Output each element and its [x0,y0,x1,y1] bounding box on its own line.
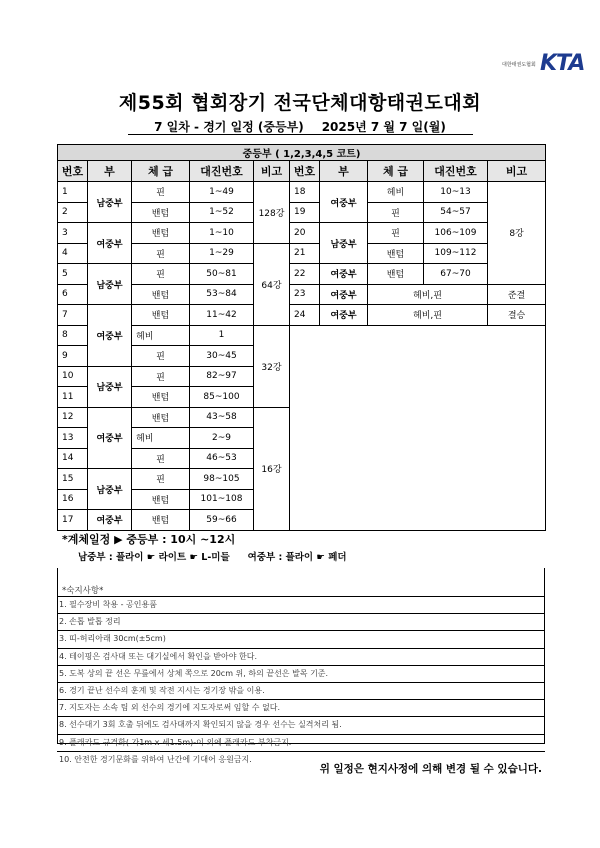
row-no: 12 [58,407,88,428]
row-weight: 헤비 [368,182,424,203]
header-no-left: 번호 [58,161,88,182]
row-no: 21 [290,243,320,264]
header-weight-left: 체 급 [132,161,190,182]
section-title: 중등부 ( 1,2,3,4,5 코트) [58,145,546,161]
row-bracket: 85~100 [190,387,254,408]
row-division: 여중부 [320,264,368,285]
row-division: 여중부 [320,305,368,326]
page-subtitle [0,118,600,135]
row-division: 남중부 [88,469,132,510]
row-bracket: 11~42 [190,305,254,326]
notice-item: 9. 플래카드 규격화( 가1m x 세1.5m)-이 외에 플래카드 부착금지. [57,734,545,751]
row-weight: 밴텀 [132,202,190,223]
row-bracket: 50~81 [190,264,254,285]
row-bracket: 10~13 [424,182,488,203]
row-weight: 밴텀 [132,305,190,326]
row-weight: 밴텀 [132,387,190,408]
row-no: 14 [58,448,88,469]
notice-item: 7. 지도자는 소속 팀 외 선수의 경기에 지도자로써 임할 수 없다. [57,699,545,716]
row-no: 23 [290,284,320,305]
row-bracket: 109~112 [424,243,488,264]
row-no: 1 [58,182,88,203]
header-no-right: 번호 [290,161,320,182]
blank-area [290,325,546,530]
row-bracket: 46~53 [190,448,254,469]
table-row [58,264,546,285]
row-weight: 핀 [132,243,190,264]
row-no: 19 [290,202,320,223]
row-note: 64강 [254,243,290,325]
table-row [58,284,546,305]
row-division: 남중부 [88,366,132,407]
table-row [58,243,546,264]
weigh-in-order [78,549,347,563]
schedule-change-notice: 위 일정은 현지사정에 의해 변경 될 수 있습니다. [319,763,542,775]
row-weight: 밴텀 [132,489,190,510]
weigh-in-boys: 남중부 : 플라이 ☛ 라이트 ☛ L-미들 [78,552,230,563]
row-bracket: 101~108 [190,489,254,510]
row-no: 7 [58,305,88,326]
day-label: 7 일차 - 경기 일정 (중등부) [154,120,304,134]
row-no: 2 [58,202,88,223]
row-weight: 핀 [132,469,190,490]
notice-title: *숙지사항* [62,586,104,596]
row-bracket: 1~49 [190,182,254,203]
table-row [58,202,546,223]
row-bracket: 67~70 [424,264,488,285]
row-bracket: 1~10 [190,223,254,244]
row-bracket: 30~45 [190,346,254,367]
row-note: 16강 [254,407,290,530]
row-no: 13 [58,428,88,449]
row-no: 15 [58,469,88,490]
notice-item: 4. 테이핑은 검사대 또는 대기실에서 확인을 받아야 한다. [57,648,545,665]
row-weight: 핀 [132,264,190,285]
row-no: 17 [58,510,88,531]
table-row [58,305,546,326]
weigh-in-girls: 여중부 : 플라이 ☛ 페더 [247,552,347,563]
row-no: 8 [58,325,88,346]
notice-item: 1. 필수장비 착용 - 공인용품 [57,596,545,613]
row-no: 6 [58,284,88,305]
row-division: 여중부 [88,305,132,367]
row-bracket: 59~66 [190,510,254,531]
column-header-row [58,161,546,182]
row-bracket: 1 [190,325,254,346]
notice-list [57,596,545,768]
row-no: 24 [290,305,320,326]
header-weight-right: 체 급 [368,161,424,182]
kta-logo [502,51,585,78]
row-weight: 밴텀 [132,223,190,244]
row-weight: 핀 [132,366,190,387]
row-bracket: 82~97 [190,366,254,387]
subtitle-underline [128,134,473,135]
row-division: 여중부 [88,407,132,469]
row-weight: 헤비,핀 [368,305,488,326]
header-bracket-left: 대진번호 [190,161,254,182]
notice-item: 2. 손톱 발톱 정리 [57,613,545,630]
notice-item: 8. 선수대기 3회 호출 뒤에도 검사대까지 확인되지 않을 경우 선수는 실격처리 됨. [57,716,545,733]
row-bracket: 53~84 [190,284,254,305]
schedule-table [57,144,546,531]
section-header-row [58,145,546,161]
row-weight: 핀 [132,346,190,367]
row-note: 32강 [254,325,290,407]
notice-item: 6. 경기 끝난 선수의 훈계 및 작전 지시는 경기장 밖을 이용. [57,682,545,699]
notice-item: 10. 안전한 경기문화를 위하여 난간에 기대어 응원금지. [57,751,545,768]
row-weight: 밴텀 [368,243,424,264]
row-division: 여중부 [320,284,368,305]
row-no: 5 [58,264,88,285]
row-weight: 핀 [368,223,424,244]
header-division-left: 부 [88,161,132,182]
notice-item: 3. 띠-허리아래 30cm(±5cm) [57,630,545,647]
page-title: 제55회 협회장기 전국단체대항태권도대회 [118,92,482,114]
row-no: 3 [58,223,88,244]
row-note: 8강 [488,182,546,285]
row-bracket: 43~58 [190,407,254,428]
row-note: 128강 [254,182,290,244]
row-weight: 헤비,핀 [368,284,488,305]
row-weight: 밴텀 [368,264,424,285]
header-note-right: 비고 [488,161,546,182]
row-division: 여중부 [88,223,132,264]
weigh-in-schedule: *계체일정 ▶ 중등부 : 10시 ~12시 [62,533,236,546]
row-weight: 핀 [132,182,190,203]
table-row [58,223,546,244]
row-weight: 헤비 [132,428,190,449]
row-note: 결승 [488,305,546,326]
logo-org-name: 대한태권도협회 [502,62,536,68]
row-bracket: 2~9 [190,428,254,449]
header-note-left: 비고 [254,161,290,182]
row-no: 20 [290,223,320,244]
logo-mark: KTA [540,51,585,76]
row-bracket: 98~105 [190,469,254,490]
row-weight: 핀 [368,202,424,223]
row-weight: 밴텀 [132,510,190,531]
row-no: 22 [290,264,320,285]
table-row [58,182,546,203]
row-division: 남중부 [320,223,368,264]
row-bracket: 54~57 [424,202,488,223]
row-no: 11 [58,387,88,408]
row-bracket: 106~109 [424,223,488,244]
row-division: 남중부 [88,264,132,305]
row-bracket: 1~52 [190,202,254,223]
table-row [58,325,546,346]
row-note: 준결 [488,284,546,305]
header-bracket-right: 대진번호 [424,161,488,182]
header-division-right: 부 [320,161,368,182]
row-weight: 핀 [132,448,190,469]
row-no: 9 [58,346,88,367]
row-weight: 밴텀 [132,284,190,305]
notice-item: 5. 도복 상의 끝 선은 무릎에서 상체 쪽으로 20cm 위, 하의 끝선은 발목 기준. [57,665,545,682]
row-weight: 헤비 [132,325,190,346]
row-no: 18 [290,182,320,203]
row-division: 여중부 [88,510,132,531]
row-weight: 밴텀 [132,407,190,428]
row-no: 4 [58,243,88,264]
row-no: 10 [58,366,88,387]
row-bracket: 1~29 [190,243,254,264]
row-division: 여중부 [320,182,368,223]
schedule-date: 2025년 7 월 7 일(월) [321,120,446,134]
row-division: 남중부 [88,182,132,223]
row-no: 16 [58,489,88,510]
